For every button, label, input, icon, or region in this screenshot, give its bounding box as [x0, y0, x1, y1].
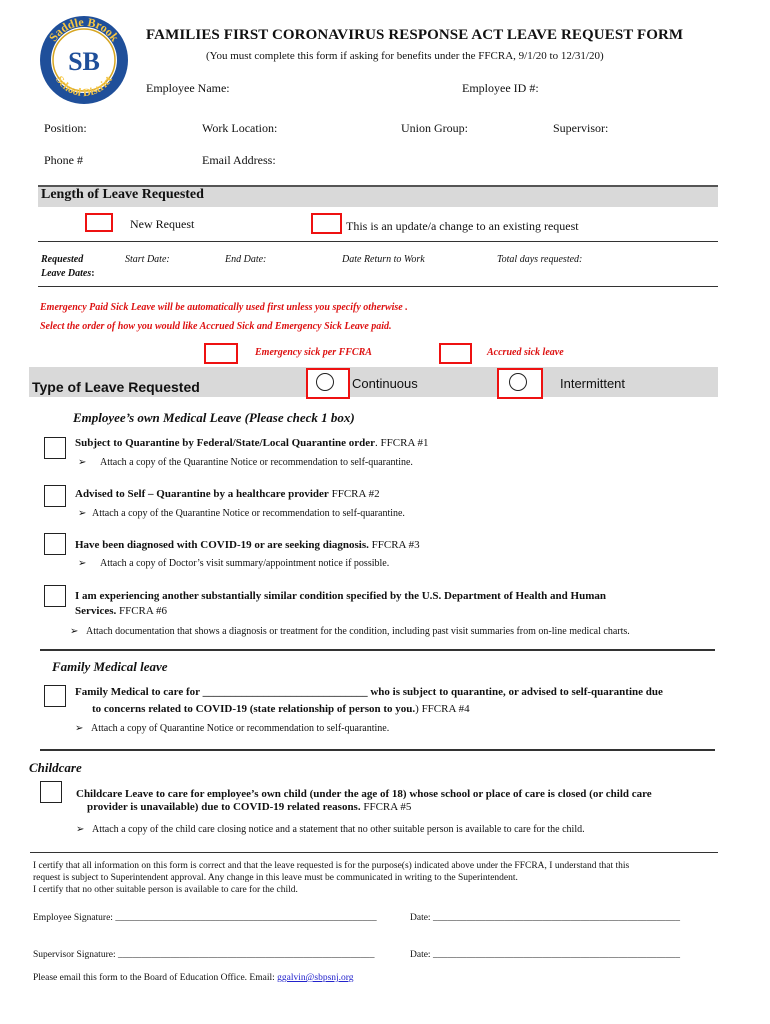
- district-logo: [38, 14, 130, 106]
- family-medical-note: ➢ Attach a copy of Quarantine Notice or recommendation to self-quarantine.: [75, 723, 390, 734]
- accrued-sick-checkbox[interactable]: [439, 343, 472, 364]
- quarantine-order-note: ➢ Attach a copy of the Quarantine Notice or recommendation to self-quarantine.: [78, 457, 413, 468]
- emergency-sick-checkbox[interactable]: [204, 343, 238, 364]
- supervisor-label: Supervisor:: [553, 121, 609, 135]
- family-medical-checkbox[interactable]: [44, 685, 66, 707]
- return-date-label: Date Return to Work: [342, 254, 425, 265]
- certify-line-2: request is subject to Superintendent approval. Any change in this leave must be communicated in writing to the Superintendent.: [33, 873, 518, 883]
- self-quarantine-checkbox[interactable]: [44, 485, 66, 507]
- diagnosed-text: Have been diagnosed with COVID-19 or are seeking diagnosis. FFCRA #3: [75, 539, 420, 551]
- family-medical-text-2: to concerns related to COVID-19 (state relationship of person to you.) FFCRA #4: [92, 703, 470, 715]
- requested-label-1: Requested: [41, 254, 84, 265]
- childcare-checkbox[interactable]: [40, 781, 62, 803]
- footer-instructions: Please email this form to the Board of Education Office. Email: ggalvin@sbpsnj.org: [33, 973, 354, 983]
- continuous-label: Continuous: [352, 376, 418, 391]
- total-days-label: Total days requested:: [497, 254, 583, 265]
- supervisor-signature-field[interactable]: Supervisor Signature: ______________________________________________________: [33, 950, 375, 960]
- form-subtitle: (You must complete this form if asking for benefits under the FFCRA, 9/1/20 to 12/31/20): [206, 50, 604, 62]
- end-date-label: End Date:: [225, 254, 267, 265]
- type-heading: Type of Leave Requested: [32, 379, 200, 395]
- emergency-note: Emergency Paid Sick Leave will be automatically used first unless you specify otherwise .: [40, 302, 408, 313]
- accrued-sick-label: Accrued sick leave: [487, 347, 564, 358]
- phone-label: Phone #: [44, 153, 83, 167]
- new-request-label: New Request: [130, 217, 195, 231]
- diagnosed-note: ➢ Attach a copy of Doctor’s visit summary/appointment notice if possible.: [78, 558, 390, 569]
- position-label: Position:: [44, 121, 87, 135]
- quarantine-order-checkbox[interactable]: [44, 437, 66, 459]
- divider: [38, 286, 718, 287]
- form-title: FAMILIES FIRST CORONAVIRUS RESPONSE ACT LEAVE REQUEST FORM: [146, 27, 684, 43]
- divider: [40, 649, 715, 651]
- divider: [38, 241, 718, 242]
- emergency-sick-label: Emergency sick per FFCRA: [255, 347, 372, 358]
- similar-condition-text-1: I am experiencing another substantially similar condition specified by the U.S. Department of Health and Human: [75, 590, 606, 602]
- employee-signature-field[interactable]: Employee Signature: _______________________________________________________: [33, 913, 377, 923]
- family-heading: Family Medical leave: [52, 659, 168, 674]
- requested-label-2: Leave Dates:: [41, 268, 95, 279]
- logo-top-text: Saddle Brook: [46, 14, 122, 45]
- own-medical-heading: Employee’s own Medical Leave (Please check 1 box): [73, 410, 355, 425]
- divider: [40, 749, 715, 751]
- update-request-label: This is an update/a change to an existing request: [346, 219, 579, 233]
- email-label: Email Address:: [202, 153, 276, 167]
- start-date-label: Start Date:: [125, 254, 170, 265]
- intermittent-label: Intermittent: [560, 376, 626, 391]
- order-note: Select the order of how you would like Accrued Sick and Emergency Sick Leave paid.: [40, 321, 392, 332]
- logo-bottom-text: School District: [53, 74, 115, 100]
- footer-email-link[interactable]: ggalvin@sbpsnj.org: [277, 973, 354, 983]
- similar-condition-text-2: Services. FFCRA #6: [75, 605, 167, 617]
- new-request-checkbox[interactable]: [85, 213, 113, 232]
- employee-date-field[interactable]: Date: ____________________________________________________: [410, 913, 680, 923]
- length-heading: Length of Leave Requested: [41, 187, 204, 202]
- logo-initials: SB: [68, 47, 100, 76]
- similar-condition-note: ➢ Attach documentation that shows a diagnosis or treatment for the condition, including past visit summaries from on-line medical charts.: [70, 626, 630, 637]
- intermittent-radio[interactable]: [509, 373, 527, 391]
- family-medical-text-1: Family Medical to care for ______________________________ who is subject to quarantine, or advised to self-quarantine due: [75, 686, 663, 698]
- childcare-heading: Childcare: [29, 760, 82, 775]
- certify-line-3: I certify that no other suitable person is available to care for the child.: [33, 885, 298, 895]
- childcare-note: ➢ Attach a copy of the child care closing notice and a statement that no other suitable person is available to care for the child.: [76, 824, 585, 835]
- continuous-radio[interactable]: [316, 373, 334, 391]
- union-group-label: Union Group:: [401, 121, 468, 135]
- certify-line-1: I certify that all information on this form is correct and that the leave requested is for the purpose(s) indicated above under the FFCRA, I understand that this: [33, 861, 630, 871]
- self-quarantine-text: Advised to Self – Quarantine by a healthcare provider FFCRA #2: [75, 488, 380, 500]
- supervisor-date-field[interactable]: Date: ____________________________________________________: [410, 950, 680, 960]
- self-quarantine-note: ➢ Attach a copy of the Quarantine Notice or recommendation to self-quarantine.: [78, 508, 405, 519]
- diagnosed-checkbox[interactable]: [44, 533, 66, 555]
- employee-id-label: Employee ID #:: [462, 81, 539, 95]
- childcare-text-2: provider is unavailable) due to COVID-19 related reasons. FFCRA #5: [87, 801, 412, 813]
- divider: [30, 852, 718, 853]
- similar-condition-checkbox[interactable]: [44, 585, 66, 607]
- quarantine-order-text: Subject to Quarantine by Federal/State/Local Quarantine order. FFCRA #1: [75, 437, 429, 449]
- employee-name-label: Employee Name:: [146, 81, 230, 95]
- childcare-text-1: Childcare Leave to care for employee’s own child (under the age of 18) whose school or place of care is closed (or child care: [76, 788, 652, 800]
- work-location-label: Work Location:: [202, 121, 278, 135]
- update-request-checkbox[interactable]: [311, 213, 342, 234]
